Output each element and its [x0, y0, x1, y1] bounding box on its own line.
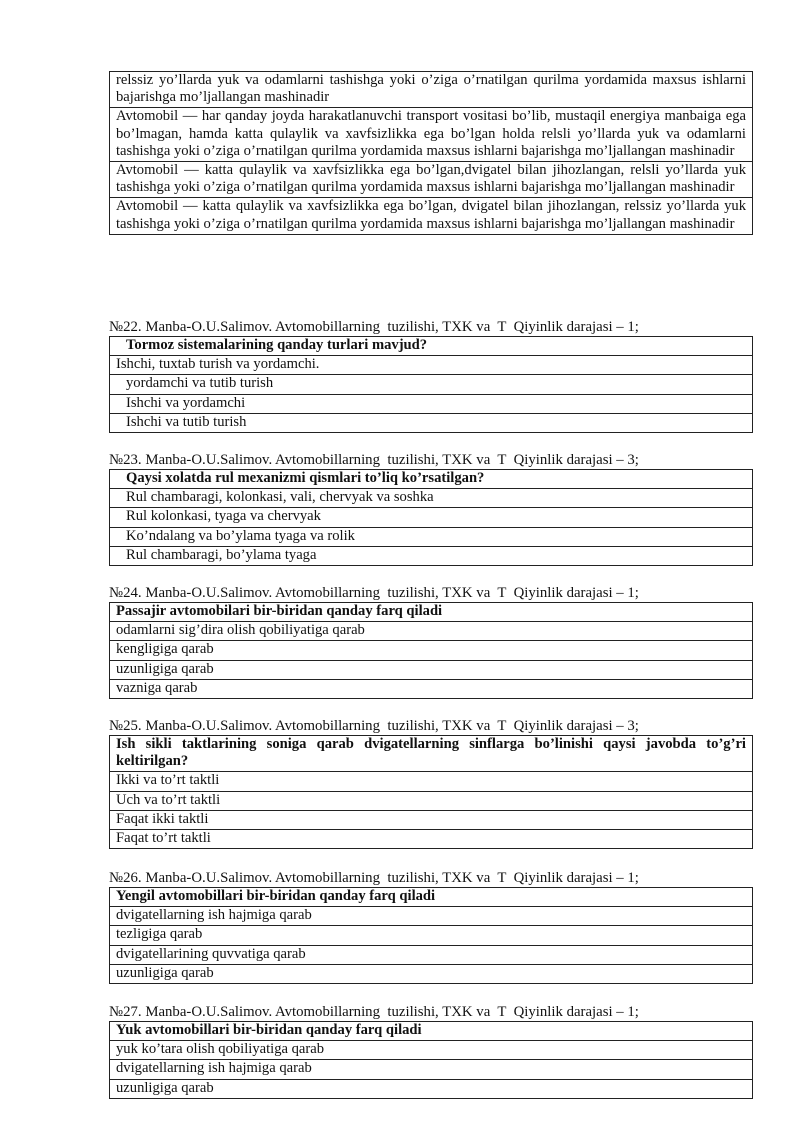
question-text: Tormoz sistemalarining qanday turlari mavjud?: [110, 337, 753, 356]
option-cell: dvigatellarning ish hajmiga qarab: [110, 1060, 753, 1079]
question-header: №23. Manba-O.U.Salimov. Avtomobillarning tuzilishi, TXK va T Qiyinlik darajasi – 3;: [109, 452, 639, 468]
option-cell: uzunligiga qarab: [110, 660, 753, 679]
option-cell: Faqat ikki taktli: [110, 810, 753, 829]
option-cell: uzunligiga qarab: [110, 1079, 753, 1098]
option-cell: Avtomobil — har qanday joyda harakatlanuvchi transport vositasi bo’lib, mustaqil energiya manbaiga ega bo’lmagan, hamda katta qulaylik va xavfsizlikka ega bo’lgan holda relsli yo’llarda yuk va odamlarni tashishga yoki o’ziga o’rnatilgan qurilma yordamida maxsus ishlarni bajarishga mo’ljallangan mashinadir: [110, 108, 753, 162]
option-cell: yuk ko’tara olish qobiliyatiga qarab: [110, 1041, 753, 1060]
option-cell: yordamchi va tutib turish: [110, 375, 753, 394]
table-row: [110, 108, 753, 162]
question-table: [109, 887, 753, 984]
option-cell: vazniga qarab: [110, 679, 753, 698]
option-cell: Rul chambaragi, bo’ylama tyaga: [110, 546, 753, 565]
option-cell: kengligiga qarab: [110, 641, 753, 660]
option-cell: dvigatellarning ish hajmiga qarab: [110, 907, 753, 926]
question-table: [109, 469, 753, 566]
question-table: [109, 735, 753, 849]
table-row: [110, 162, 753, 198]
question-text: Passajir avtomobilari bir-biridan qanday farq qiladi: [110, 603, 753, 622]
option-cell: odamlarni sig’dira olish qobiliyatiga qarab: [110, 622, 753, 641]
question-text: Ish sikli taktlarining soniga qarab dvigatellarning sinflarga bo’linishi qaysi javobda to’g’ri keltirilgan?: [110, 736, 753, 772]
question-header: №25. Manba-O.U.Salimov. Avtomobillarning tuzilishi, TXK va T Qiyinlik darajasi – 3;: [109, 718, 639, 734]
table-row: [110, 72, 753, 108]
option-cell: Uch va to’rt taktli: [110, 791, 753, 810]
option-cell: uzunligiga qarab: [110, 964, 753, 983]
question-header: №24. Manba-O.U.Salimov. Avtomobillarning tuzilishi, TXK va T Qiyinlik darajasi – 1;: [109, 585, 639, 601]
option-cell: Ishchi va yordamchi: [110, 394, 753, 413]
question-header: №27. Manba-O.U.Salimov. Avtomobillarning tuzilishi, TXK va T Qiyinlik darajasi – 1;: [109, 1004, 639, 1020]
question-header: №26. Manba-O.U.Salimov. Avtomobillarning tuzilishi, TXK va T Qiyinlik darajasi – 1;: [109, 870, 639, 886]
question-text: Yengil avtomobillari bir-biridan qanday farq qiladi: [110, 888, 753, 907]
option-cell: Avtomobil — katta qulaylik va xavfsizlikka ega bo’lgan, dvigatel bilan jihozlangan, relssiz yo’llarda yuk tashishga yoki o’ziga o’rnatilgan qurilma yordamida maxsus ishlarni bajarishga mo’ljallangan mashinadir: [110, 198, 753, 234]
option-cell: dvigatellarining quvvatiga qarab: [110, 945, 753, 964]
question-table: [109, 602, 753, 699]
option-cell: Faqat to’rt taktli: [110, 830, 753, 849]
option-cell: Ikki va to’rt taktli: [110, 772, 753, 791]
question-table: [109, 1021, 753, 1099]
option-cell: Rul kolonkasi, tyaga va chervyak: [110, 508, 753, 527]
question-table: [109, 336, 753, 433]
question-header: №22. Manba-O.U.Salimov. Avtomobillarning tuzilishi, TXK va T Qiyinlik darajasi – 1;: [109, 319, 639, 335]
option-cell: Ishchi, tuxtab turish va yordamchi.: [110, 356, 753, 375]
option-cell: tezligiga qarab: [110, 926, 753, 945]
option-cell: relssiz yo’llarda yuk va odamlarni tashishga yoki o’ziga o’rnatilgan qurilma yordamida maxsus ishlarni bajarishga mo’ljallangan mashinadir: [110, 72, 753, 108]
answer-options-table: [109, 71, 753, 235]
option-cell: Ko’ndalang va bo’ylama tyaga va rolik: [110, 527, 753, 546]
option-cell: Rul chambaragi, kolonkasi, vali, chervyak va soshka: [110, 489, 753, 508]
question-text: Yuk avtomobillari bir-biridan qanday farq qiladi: [110, 1022, 753, 1041]
question-text: Qaysi xolatda rul mexanizmi qismlari to’liq ko’rsatilgan?: [110, 470, 753, 489]
option-cell: Avtomobil — katta qulaylik va xavfsizlikka ega bo’lgan,dvigatel bilan jihozlangan, relsli yo’llarda yuk tashishga yoki o’ziga o’rnatilgan qurilma yordamida maxsus ishlarni bajarishga mo’ljallangan mashinadir: [110, 162, 753, 198]
option-cell: Ishchi va tutib turish: [110, 413, 753, 432]
table-row: [110, 198, 753, 234]
